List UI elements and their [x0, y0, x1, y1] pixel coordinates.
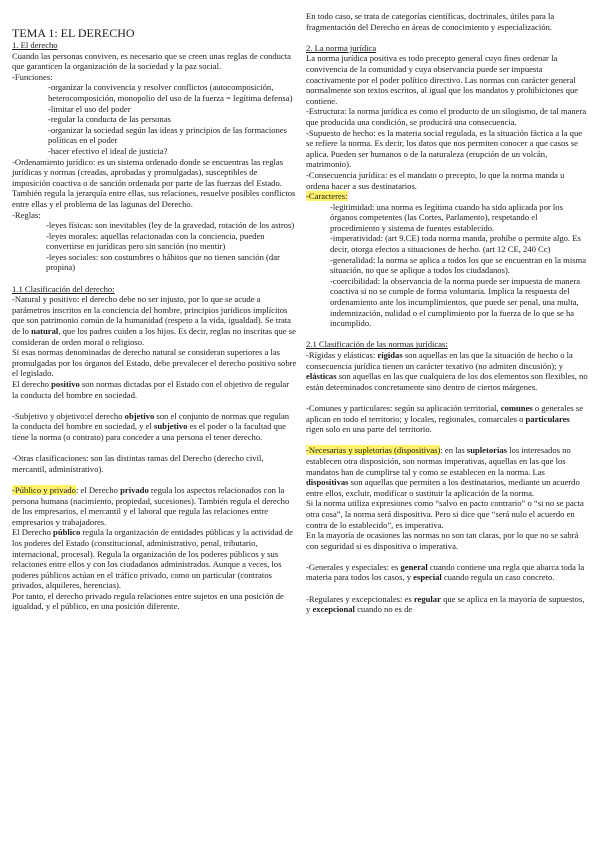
section-heading-1-1: 1.1 Clasificación del derecho: — [12, 283, 115, 294]
generales-paragraph: -Generales y especiales: es general cuando contiene una regla que abarca toda la materia para todos los casos, y especial cuando regula un caso concreto. — [306, 561, 585, 583]
caracter-item: -generalidad: la norma se aplica a todos los que se encuentran en la misma situación, no que se aplique a todos los ciudadanos). — [330, 254, 587, 276]
consecuencia-paragraph: -Consecuencia jurídica: es el mandato o precepto, lo que la norma manda u ordena hacer a sus destinatarios. — [306, 169, 565, 191]
positivo-paragraph: El derecho positivo son normas dictadas por el Estado con el objetivo de regular la conducta del hombre en sociedad. — [12, 379, 290, 400]
reglas-label: -Reglas: — [12, 209, 41, 220]
reglas-item: -leyes morales: aquellas relacionadas con la conciencia, pueden convertirse en jurídicas pero sin sanción (no mentir) — [46, 230, 265, 252]
subjetivo-paragraph: -Subjetivo y objetivo:el derecho objetivo son el conjunto de normas que regulan la conducta del hombre en sociedad, y el subjetivo es el poder o la facultad que tiene la norma (o contrato) para conceder a una persona el tener derecho. — [12, 410, 290, 442]
natural-paragraph-2: Si esas normas denominadas de derecho natural se consideran superiores a las promulgadas por los órganos del Estado, debe prevalecer el derecho positivo sobre el legislado. — [12, 347, 297, 379]
conclusion-paragraph: Por tanto, el derecho privado regula relaciones entre sujetos en una posición de igualdad, y el público, en una posición diferente. — [12, 590, 284, 612]
caracter-item: -coercibilidad: la observancia de la norma puede ser impuesta de manera coactiva si no se cumple de forma voluntaria. Implica la respuesta del ordenamiento ante los incumplimientos, que puede ser penal, una multa, indemnización, nulidad o el cumplimiento por la fuerza de lo que se ha incumplido. — [330, 275, 581, 329]
highlight: -Necesarias y supletorias (dispositivas) — [306, 445, 441, 456]
estructura-paragraph: -Estructura: la norma jurídica es como el producto de un silogismo, de tal manera que producida una condición, se producirá una consecuencia. — [306, 106, 587, 127]
funciones-item: -organizar la convivencia y resolver conflictos (autocomposición, heterocomposición, monopolio del uso de la fuerza = legítima defensa) — [48, 82, 293, 103]
funciones-item: -regular la conducta de las personas — [48, 114, 171, 125]
section-heading-1: 1. El derecho — [12, 40, 58, 50]
publico-privado-paragraph: -Público y privado: el Derecho privado regula los aspectos relacionados con la persona humana (nacimiento, propiedad, sucesiones). También regula el derecho de los empresarios, el mercantil y el laboral que regula las relaciones entre empresarios y trabajadores. — [12, 484, 290, 527]
funciones-item: -organizar la sociedad según las ideas y principios de las formaciones políticas en el poder — [48, 124, 287, 146]
left-column — [12, 27, 297, 612]
otras-paragraph: -Otras clasificaciones: son las distintas ramas del Derecho (derecho civil, mercantil, administrativo). — [12, 453, 264, 474]
funciones-item: -limitar el uso del poder — [48, 103, 131, 114]
comunes-paragraph: -Comunes y particulares: según su aplicación territorial, comunes o generales se aplican en todo el territorio; y locales, regionales, comarcales o particulares rigen solo en una parte del territorio. — [306, 402, 584, 435]
caracteres-label — [306, 191, 589, 202]
right-column — [306, 11, 589, 615]
caracter-item: -legitimidad: una norma es legítima cuando ha sido aplicada por los órganos competentes (las Cortes, Parlamento), respetando el procedimiento y sistema de fuentes establecido. — [330, 201, 563, 233]
regulares-paragraph: -Regulares y excepcionales: es regular que se aplica en la mayoría de supuestos, y excepcional cuando no es de — [306, 593, 585, 615]
supuesto-paragraph: -Supuesto de hecho: es la materia social regulada, es la situación fáctica a la que se refiere la norma. Es decir, los datos que nos permiten conocer a que casos se aplica. Pueden ser humanos o de la naturaleza (erupción de un volcán, matrimonio). — [306, 127, 583, 170]
publico-paragraph: El Derecho público regula la organización de entidades públicas y la actividad de los poderes del Estado (constitucional, administrativo, penal, tributario, internacional, procesal). Regula la organización de los poderes públicos y sus relaciones entre ellos y con los ciudadanos administrados. Aunque a veces, los poderes públicos actúan en el tráfico privado, como un particular (contratos privados, alquileres, herencias). — [12, 527, 293, 591]
section-heading-2-1: 2.1 Clasificación de las normas jurídicas: — [306, 339, 448, 350]
page-title: TEMA 1: EL DERECHO — [12, 26, 135, 40]
necesarias-paragraph-2: Si la norma utiliza expresiones como “salvo en pacto contrario” o “si no se pacta otra cosa”, la norma será dispositiva. Pero si dice que “será nulo el acuerdo en contra de lo establecido”, es imperativa. — [306, 498, 584, 530]
natural-paragraph: -Natural y positivo: el derecho debe no ser injusto, por lo que se acude a parámetros inscritos en la conciencia del hombre, principios jurídicos implícitos que son patrimonio común de la humanidad (respeto a la vida, igualdad). Se trata de lo natural, que los padres cuiden a los hijos. Es decir, reglas no inscritas que se consideran de orden moral o religioso. — [12, 294, 296, 347]
caracter-item: -imperatividad: (art 9.CE) toda norma manda, prohíbe o permite algo. Es decir, otorga efectos a situaciones de hecho. (art 12 CE, 240 Cc) — [330, 233, 581, 255]
intro-paragraph: Cuando las personas conviven, es necesario que se creen unas reglas de conducta que garanticen la organización de la sociedad y la paz social. — [12, 50, 291, 72]
highlight: -Caracteres: — [306, 191, 348, 202]
norma-paragraph: La norma jurídica positiva es todo precepto general cuyo fines ordenar la convivencia de la comunidad y cuya observancia puede ser impuesta coactivamente por el poder político directivo. Las normas con carácter general normalmente son textos escritos, al igual que los mandatos y prohibiciones que contiene. — [306, 53, 579, 106]
highlight: -Público y privado — [12, 484, 76, 495]
rigidas-paragraph: -Rígidas y elásticas: rígidas son aquellas en las que la situación de hecho o la consecuencia jurídica tienen un carácter texativo (no admiten discusión); y elásticas son aquellas en las que cualquiera de los dos elementos son flexibles, no están determinados concretamente sino dentro de ciertos márgenes. — [306, 350, 588, 392]
ordenamiento-paragraph: -Ordenamiento jurídico: es un sistema ordenado donde se encuentras las reglas jurídicas y normas (creadas, aprobadas y promulgadas), susceptibles de imposición coactiva o de sanción ordenada por parte de las fuerzas del Estado. También regula la jerarquía entre ellas, sus relaciones, resuelve posibles conflictos entre ellas y el problema de las lagunas del Derecho. — [12, 156, 296, 209]
necesarias-paragraph-3: En la mayoría de ocasiones las normas no son tan claras, por lo que no se sabrá con seguridad si es dispositiva o imperativa. — [306, 530, 579, 551]
right-intro-paragraph: En todo caso, se trata de categorías científicas, doctrinales, útiles para la fragmentación del Derecho en áreas de conocimiento y especialización. — [306, 11, 555, 32]
reglas-item: -leyes sociales: son costumbres o hábitos que no tienen sanción (dar propina) — [46, 251, 280, 273]
funciones-label: -Funciones: — [12, 71, 53, 82]
reglas-item: -leyes físicas: son inevitables (ley de la gravedad, rotación de los astros) — [46, 220, 295, 231]
necesarias-paragraph: -Necesarias y supletorias (dispositivas): en las supletorias los interesados no establecen otra disposición, son normas imperativas, aquellas en las que los mandatos han de cumplirse tal y como se establecen en la norma. Las dispositivas son aquellas que permiten a los destinatarios, mediante un acuerdo entre ellos, excluir, modificar o sustituir la aplicación de la norma. — [306, 445, 580, 498]
section-heading-2: 2. La norma jurídica — [306, 42, 377, 53]
funciones-item: -hacer efectivo el ideal de justicia? — [48, 145, 168, 156]
